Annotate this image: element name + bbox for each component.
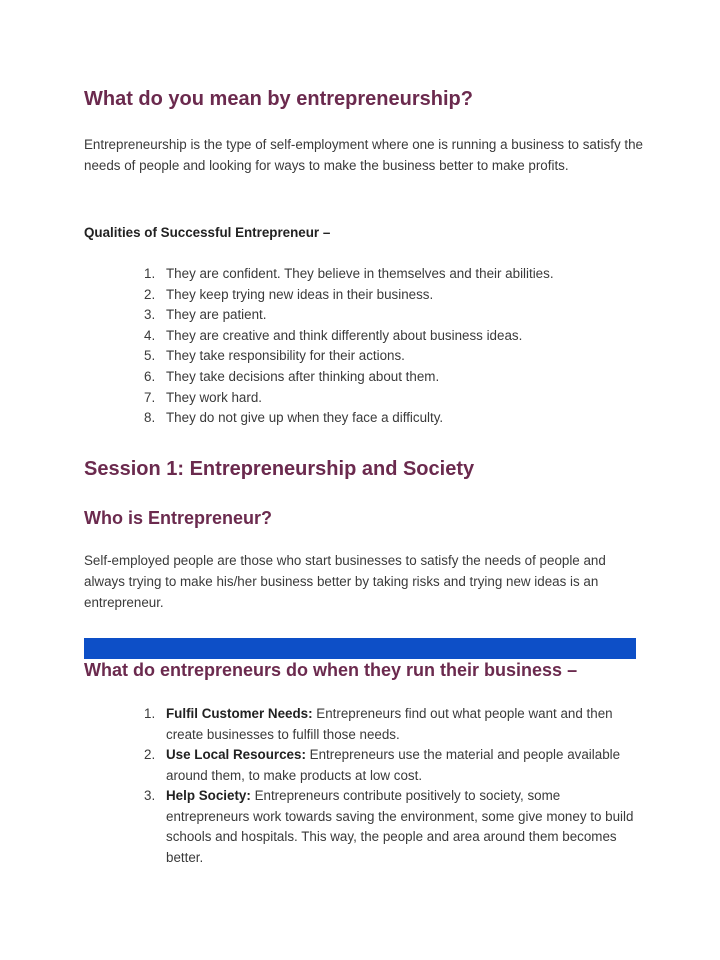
list-number: 8. [144,410,156,426]
list-text: Entrepreneurs contribute positively to society, some entrepreneurs work towards saving the environment, some give money to build schools and hospitals. This way, the people and area around them becomes better. [166,788,634,865]
list-text: Entrepreneurs find out what people want and then create businesses to fulfill those needs. [166,706,613,742]
heading-session-1: Session 1: Entrepreneurship and Society [84,458,475,480]
list-item [0,388,636,409]
list-number: 1. [144,266,156,281]
list-item [0,264,636,285]
list-number: 7. [144,389,156,405]
entrepreneur-definition: Self-employed people are those who start businesses to satisfy the needs of people and always trying to make his/her business better by taking risks and trying new ideas is an entrepreneur. [84,553,606,610]
list-item-label: Fulfil Customer Needs: [166,706,313,721]
list-item [0,408,636,429]
heading-entrepreneurship: What do you mean by entrepreneurship? [84,88,473,110]
highlight-bar [84,638,636,659]
list-number: 2. [144,747,156,762]
list-number: 2. [144,286,156,302]
activities-list [0,704,636,868]
list-number: 3. [144,307,156,323]
list-number: 4. [144,327,156,343]
list-item [0,326,636,347]
list-text: Entrepreneurs use the material and people available around them, to make products at low cost. [166,747,621,783]
heading-what-entrepreneurs-do: What do entrepreneurs do when they run their business – [84,660,578,680]
list-text: They are creative and think differently about business ideas. [166,327,523,343]
entrepreneurship-definition: Entrepreneurship is the type of self-employment where one is running a business to satisfy the needs of people and looking for ways to make the business better to make profits. [84,137,643,173]
list-text: They are patient. [166,307,267,323]
list-item [0,745,636,786]
list-text: They keep trying new ideas in their business. [166,286,434,302]
list-item [0,704,636,745]
list-text: They take responsibility for their actions. [166,348,405,364]
list-number: 6. [144,368,156,384]
list-item [0,786,636,868]
list-number: 5. [144,348,156,364]
list-item [0,367,636,388]
list-text: They are confident. They believe in themselves and their abilities. [166,266,554,281]
qualities-list [0,264,636,429]
list-item-label: Help Society: [166,788,251,803]
list-text: They work hard. [166,389,263,405]
qualities-heading: Qualities of Successful Entrepreneur – [84,225,331,240]
heading-who-is-entrepreneur: Who is Entrepreneur? [84,508,273,528]
list-number: 1. [144,706,156,721]
list-item [0,305,636,326]
list-text: They do not give up when they face a difficulty. [166,410,444,426]
list-item [0,346,636,367]
list-item-label: Use Local Resources: [166,747,306,762]
list-text: They take decisions after thinking about them. [166,368,440,384]
list-number: 3. [144,788,156,803]
list-item [0,285,636,306]
